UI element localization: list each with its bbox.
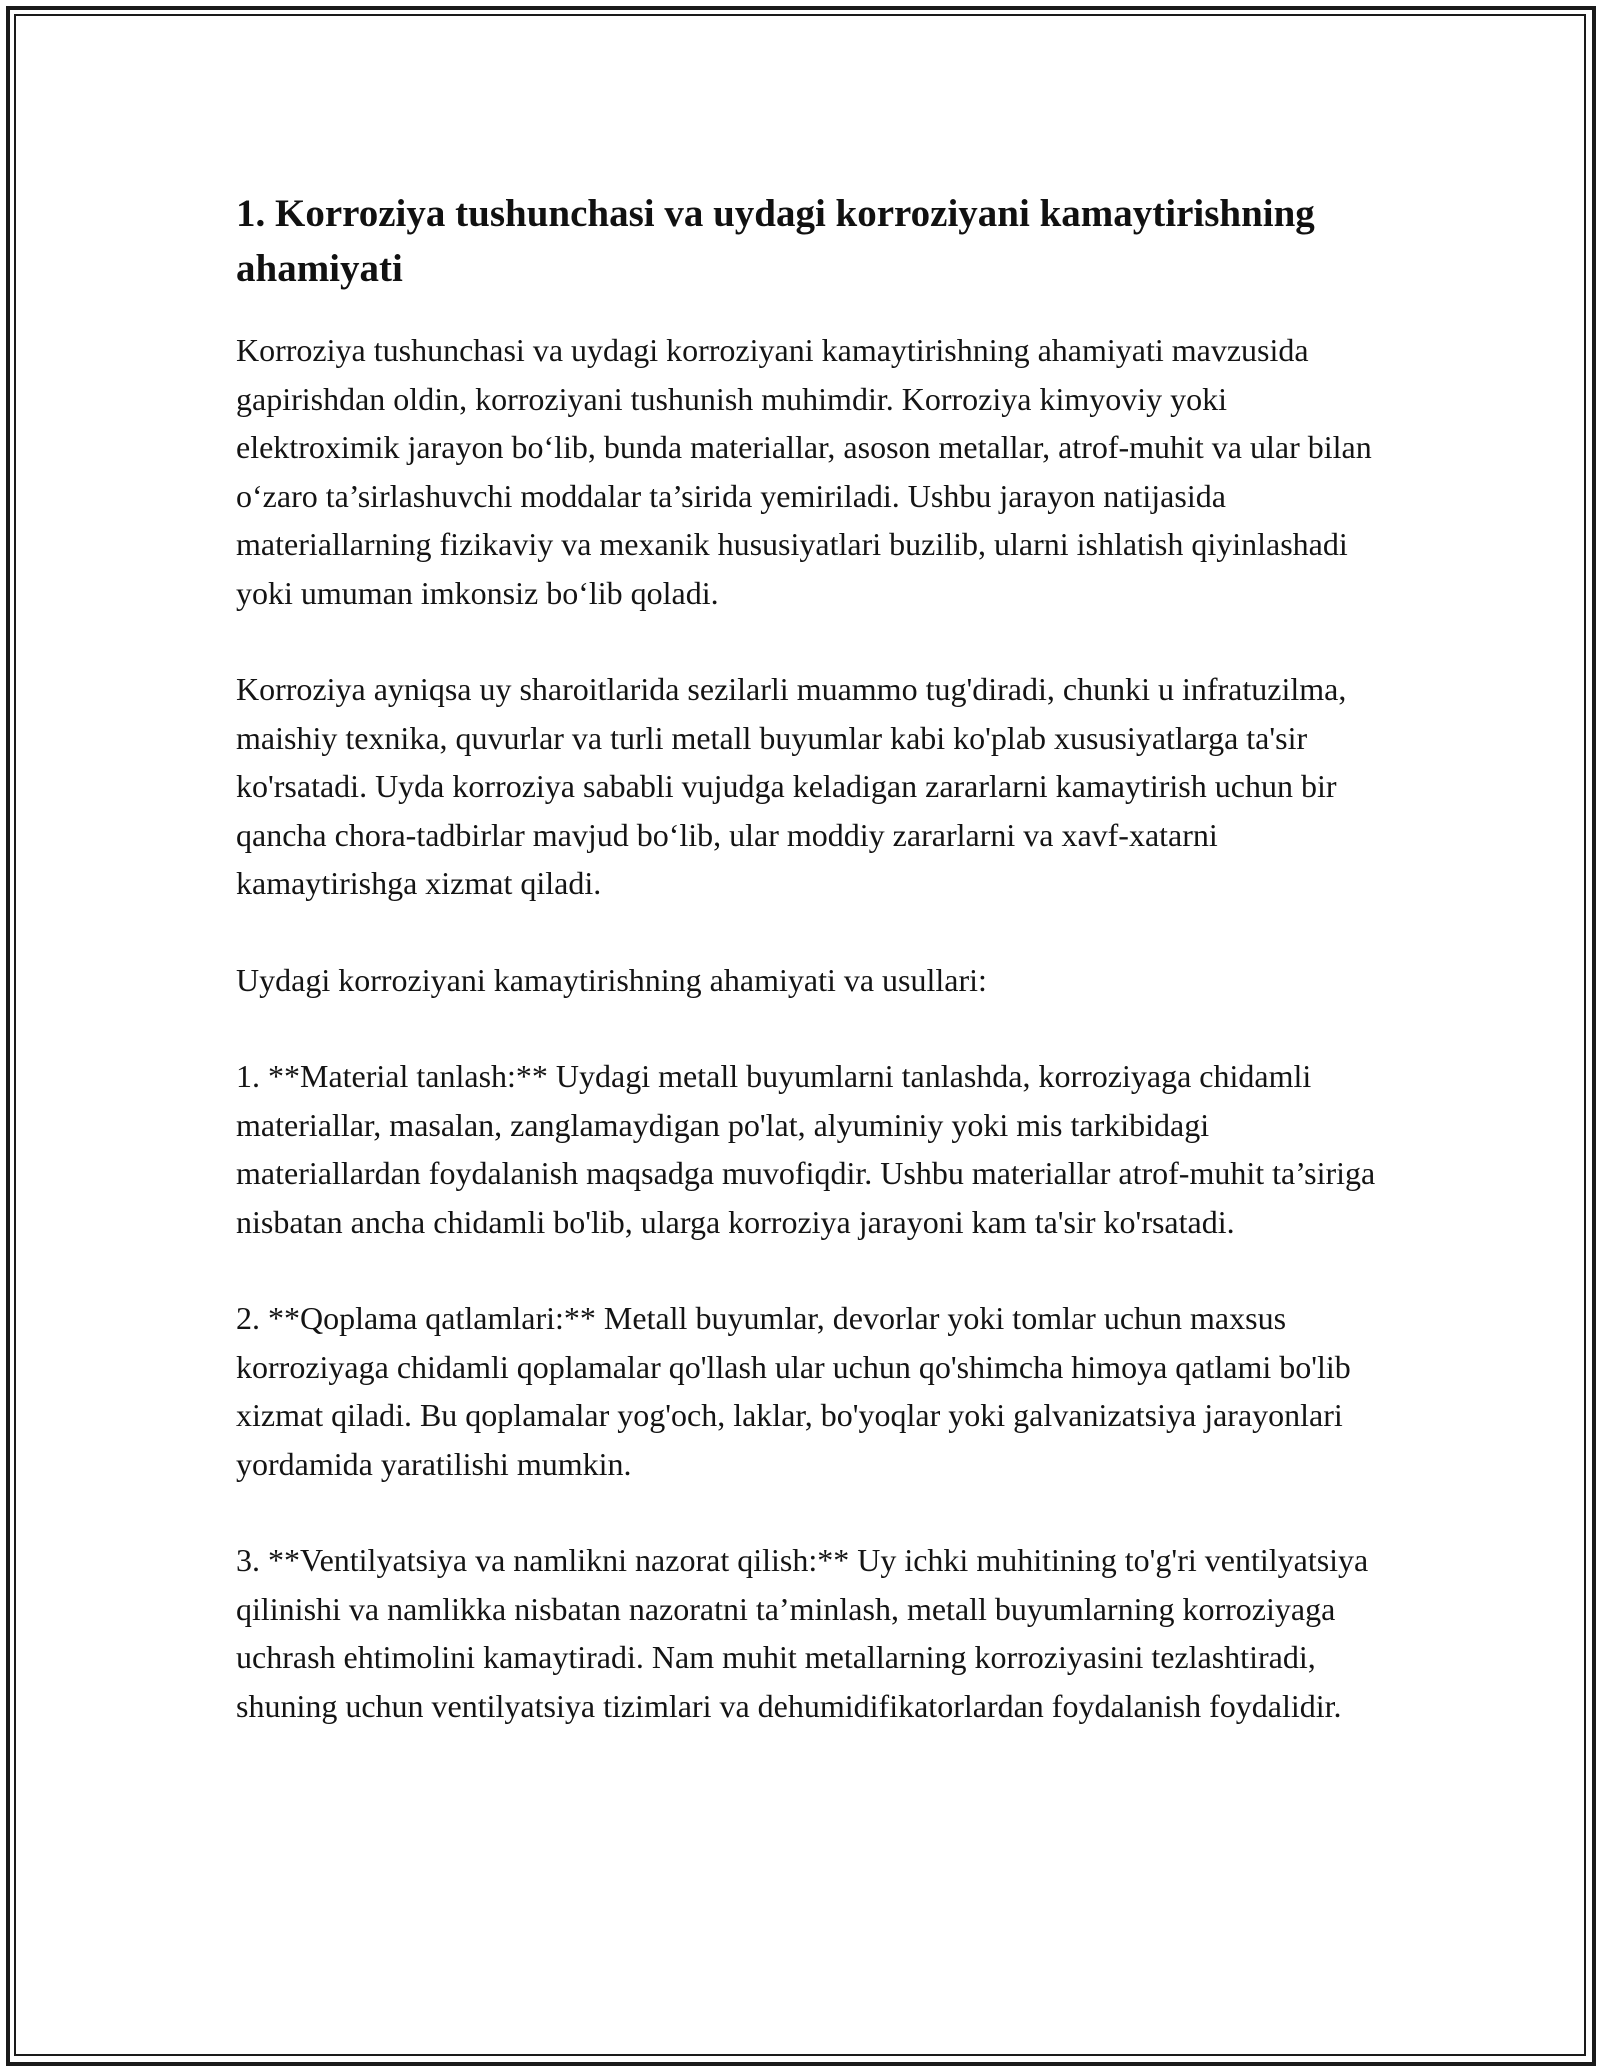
paragraph-intro: Korroziya tushunchasi va uydagi korroziyani kamaytirishning ahamiyati mavzusida gapirishdan oldin, korroziyani tushunish muhimdir. Korroziya kimyoviy yoki elektroximik jarayon bo‘lib, bunda materiallar, asoson metallar, atrof-muhit va ular bilan o‘zaro ta’sirlashuvchi moddalar ta’sirida yemiriladi. Ushbu jarayon natijasida materiallarning fizikaviy va mexanik hususiyatlari buzilib, ularni ishlatish qiyinlashadi yoki umuman imkonsiz bo‘lib qoladi. [236,332,1372,611]
list-item-material-selection: 1. **Material tanlash:** Uydagi metall buyumlarni tanlashda, korroziyaga chidamli materiallar, masalan, zanglamaydigan po'lat, alyuminiy yoki mis tarkibidagi materiallardan foydalanish maqsadga muvofiqdir. Ushbu materiallar atrof-muhit ta’siriga nisbatan ancha chidamli bo'lib, ularga korroziya jarayoni kam ta'sir ko'rsatadi. [236,1058,1376,1240]
list-item-coating-layers: 2. **Qoplama qatlamlari:** Metall buyumlar, devorlar yoki tomlar uchun maxsus korroziyaga chidamli qoplamalar qo'llash ular uchun qo'shimcha himoya qatlami bo'lib xizmat qiladi. Bu qoplamalar yog'och, laklar, bo'yoqlar yoki galvanizatsiya jarayonlari yordamida yaratilishi mumkin. [236,1300,1351,1482]
document-body [236,186,1376,1778]
list-item-ventilation-humidity: 3. **Ventilyatsiya va namlikni nazorat qilish:** Uy ichki muhitining to'g'ri ventilyatsiya qilinishi va namlikka nisbatan nazoratni ta’minlash, metall buyumlarning korroziyaga uchrash ehtimolini kamaytiradi. Nam muhit metallarning korroziyasini tezlashtiradi, shuning uchun ventilyatsiya tizimlari va dehumidifikatorlardan foydalanish foydalidir. [236,1542,1369,1724]
paragraph-household-problem: Korroziya ayniqsa uy sharoitlarida sezilarli muammo tug'diradi, chunki u infratuzilma, maishiy texnika, quvurlar va turli metall buyumlar kabi ko'plab xususiyatlarga ta'sir ko'rsatadi. Uyda korroziya sababli vujudga keladigan zararlarni kamaytirish uchun bir qancha chora-tadbirlar mavjud bo‘lib, ular moddiy zararlarni va xavf-xatarni kamaytirishga xizmat qiladi. [236,671,1347,901]
document-title: 1. Korroziya tushunchasi va uydagi korroziyani kamaytirishning ahamiyati [236,192,1315,290]
paragraph-methods-heading: Uydagi korroziyani kamaytirishning ahamiyati va usullari: [236,961,987,998]
